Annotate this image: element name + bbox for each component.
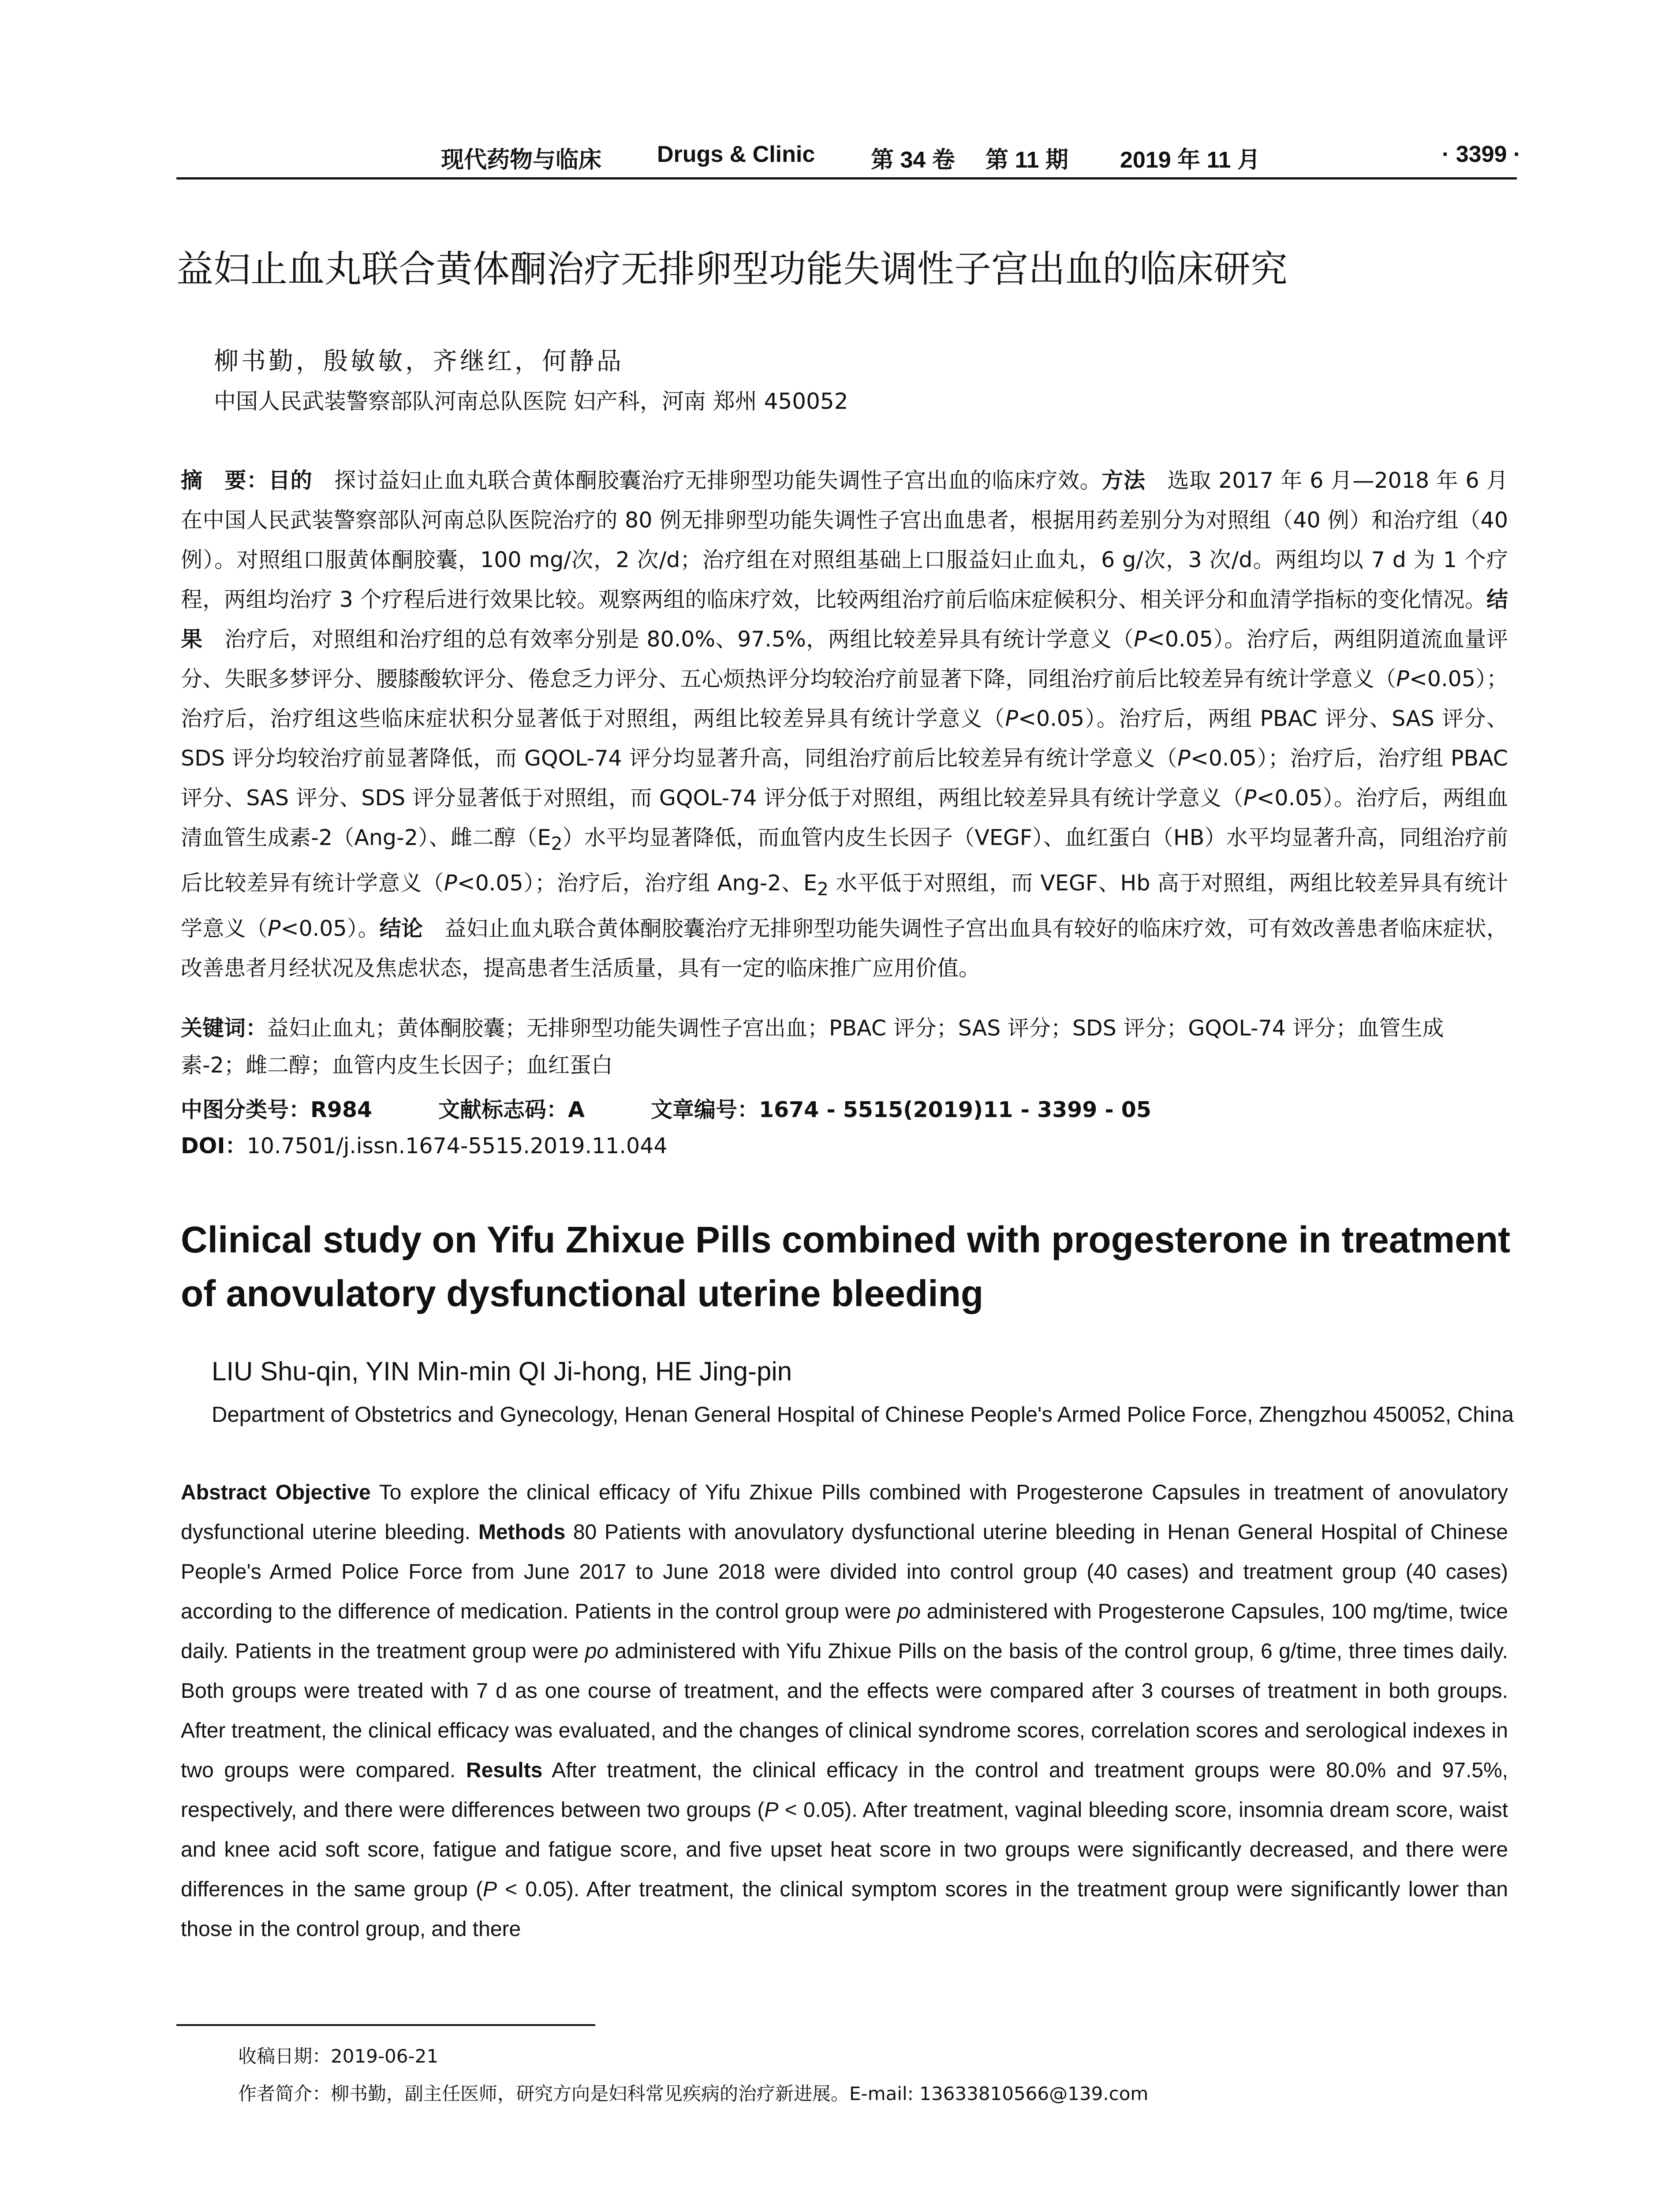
doi-label: DOI：	[181, 1133, 247, 1159]
issue-date: 2019 年 11 月	[1120, 147, 1260, 173]
methods-label: 方法	[1101, 468, 1146, 493]
methods-label: Methods	[478, 1521, 566, 1544]
results-label: 结果	[181, 587, 1508, 652]
doi-value[interactable]: 10.7501/j.issn.1674-5515.2019.11.044	[246, 1133, 668, 1159]
p-value-symbol: P	[482, 1878, 497, 1901]
results-text: <0.05）；治疗后，治疗组这些临床症状积分显著低于对照组，两组比较差异具有统计学意义（	[181, 666, 1508, 731]
journal-name-en: Drugs & Clinic	[657, 142, 815, 167]
p-value-symbol: P	[267, 916, 281, 941]
footnote-rule	[176, 2024, 595, 2026]
doi-line	[181, 1129, 668, 1160]
p-value-symbol: P	[1134, 627, 1147, 652]
results-text: <0.05）。治疗后，两组阴道流血量评分、失眠多梦评分、腰膝酸软评分、倦怠乏力评分、五心烦热评分均较治疗前显著下降，同组治疗前后比较差异有统计学意义（	[181, 627, 1508, 691]
po-italic: po	[585, 1640, 609, 1663]
volume: 第 34 卷	[871, 147, 955, 173]
methods-text: administered with Progesterone Capsules, 100 mg/time, twice daily. Patients in the treatment group were	[181, 1600, 1508, 1663]
conclusion-label: 结论	[379, 916, 423, 941]
english-affiliation: Department of Obstetrics and Gynecology, Henan General Hospital of Chinese People's Armed Police Force, Zhengzhou 450052, China	[212, 1403, 1514, 1427]
chinese-keywords	[181, 1010, 1508, 1084]
results-text: 治疗后，对照组和治疗组的总有效率分别是 80.0%、97.5%，两组比较差异具有统计学意义（	[202, 627, 1134, 652]
chinese-affiliation: 中国人民武装警察部队河南总队医院 妇产科，河南 郑州 450052	[214, 389, 848, 414]
results-text: <0.05）；治疗后，治疗组 Ang-2、E	[457, 870, 818, 896]
document-code: 文献标志码：A	[438, 1097, 585, 1122]
results-label: Results	[466, 1759, 543, 1782]
abstract-label: Abstract	[181, 1481, 267, 1504]
objective-text: 探讨益妇止血丸联合黄体酮胶囊治疗无排卵型功能失调性子宫出血的临床疗效。	[312, 468, 1102, 493]
abstract-label: 摘 要：	[181, 468, 269, 493]
journal-name-cn: 现代药物与临床	[441, 147, 602, 173]
results-text: < 0.05). After treatment, vaginal bleeding score, insomnia dream score, waist and knee acid soft score, fatigue and fatigue score, and five upset heat score in two groups were significantly decreased, and there were differences in the same group (	[181, 1798, 1508, 1901]
subscript: 2	[817, 878, 829, 900]
results-text: <0.05）。治疗后，两组血清血管生成素-2（Ang-2）、雌二醇（E	[181, 785, 1508, 850]
results-text: <0.05）；治疗后，治疗组 PBAC 评分、SAS 评分、SDS 评分显著低于对照组，而 GQOL-74 评分低于对照组，两组比较差异具有统计学意义（	[181, 746, 1508, 811]
objective-label: Objective	[275, 1481, 371, 1504]
received-date: 收稿日期：2019-06-21	[238, 2045, 439, 2067]
english-title: Clinical study on Yifu Zhixue Pills combined with progesterone in treatment of anovulatory dysfunctional uterine bleeding	[181, 1219, 1511, 1314]
keywords-label: 关键词：	[181, 1016, 268, 1041]
author-info: 作者简介：柳书勤，副主任医师，研究方向是妇科常见疾病的治疗新进展。E-mail: 13633810566@139.com	[238, 2083, 1149, 2104]
chinese-title: 益妇止血丸联合黄体酮治疗无排卵型功能失调性子宫出血的临床研究	[176, 247, 1288, 291]
conclusion-text: 益妇止血丸联合黄体酮胶囊治疗无排卵型功能失调性子宫出血具有较好的临床疗效，可有效改善患者临床症状，改善患者月经状况及焦虑状态，提高患者生活质量，具有一定的临床推广应用价值。	[181, 916, 1508, 981]
article-number: 文章编号：1674 - 5515(2019)11 - 3399 - 05	[650, 1097, 1151, 1122]
p-value-symbol: P	[1396, 666, 1409, 691]
english-abstract	[181, 1473, 1508, 1949]
english-authors: LIU Shu-qin, YIN Min-min QI Ji-hong, HE Jing-pin	[212, 1357, 792, 1386]
results-text: <0.05）。治疗后，两组 PBAC 评分、SAS 评分、SDS 评分均较治疗前显著降低，而 GQOL-74 评分均显著升高，同组治疗前后比较差异有统计学意义（	[181, 706, 1508, 771]
p-value-symbol: P	[1005, 706, 1018, 731]
p-value-symbol: P	[764, 1798, 779, 1822]
results-text: After treatment, the clinical efficacy in the control and treatment groups were 80.0% and 97.5%, respectively, and there were differences between two groups (	[181, 1759, 1508, 1822]
keywords-text: 益妇止血丸；黄体酮胶囊；无排卵型功能失调性子宫出血；PBAC 评分；SAS 评分；SDS 评分；GQOL-74 评分；血管生成素-2；雌二醇；血管内皮生长因子；血红蛋白	[181, 1016, 1444, 1078]
p-value-symbol: P	[1243, 785, 1257, 811]
p-value-symbol: P	[444, 870, 457, 896]
results-text: < 0.05). After treatment, the clinical symptom scores in the treatment group were significantly lower than those in the control group, and there	[181, 1878, 1508, 1941]
methods-text: administered with Yifu Zhixue Pills on the basis of the control group, 6 g/time, three times daily. Both groups were treated with 7 d as one course of treatment, and the effects were compared after 3 courses of treatment in both groups. After treatment, the clinical efficacy was evaluated, and the changes of clinical syndrome scores, correlation scores and serological indexes in two groups were compared.	[181, 1640, 1508, 1782]
running-header	[176, 141, 1521, 181]
results-text: ）水平均显著降低，而血管内皮生长因子（VEGF）、血红蛋白（HB）水平均显著升高，同组治疗前后比较差异有统计学意义（	[181, 825, 1508, 896]
header-rule	[176, 177, 1517, 179]
results-text: <0.05）。	[280, 916, 380, 941]
chinese-authors: 柳书勤，殷敏敏，齐继红，何静品	[214, 347, 624, 376]
p-value-symbol: P	[1177, 746, 1191, 771]
classification-line	[181, 1091, 1508, 1129]
chinese-abstract	[181, 461, 1508, 988]
methods-text: 80 Patients with anovulatory dysfunctional uterine bleeding in Henan General Hospital of Chinese People's Armed Police Force from June 2017 to June 2018 were divided into control group (40 cases) and treatment group (40 cases) according to the difference of medication. Patients in the control group were	[181, 1521, 1508, 1623]
results-text: 水平低于对照组，而 VEGF、Hb 高于对照组，两组比较差异具有统计学意义（	[181, 870, 1508, 941]
subscript: 2	[551, 833, 563, 854]
methods-text: 选取 2017 年 6 月—2018 年 6 月在中国人民武装警察部队河南总队医院治疗的 80 例无排卵型功能失调性子宫出血患者，根据用药差别分为对照组（40 例）和治疗组（40 例）。对照组口服黄体酮胶囊，100 mg/次，2 次/d；治疗组在对照组基础上口服益妇止血丸，6 g/次，3 次/d。两组均以 7 d 为 1 个疗程，两组均治疗 3 个疗程后进行效果比较。观察两组的临床疗效，比较两组治疗前后临床症候积分、相关评分和血清学指标的变化情况。	[181, 468, 1508, 612]
objective-text: To explore the clinical efficacy of Yifu Zhixue Pills combined with Progesterone Capsules in treatment of anovulatory dysfunctional uterine bleeding.	[181, 1481, 1508, 1544]
objective-label: 目的	[268, 468, 313, 493]
page-number: · 3399 ·	[1442, 142, 1521, 167]
po-italic: po	[897, 1600, 921, 1623]
issue: 第 11 期	[986, 147, 1068, 173]
clc-code: 中图分类号：R984	[181, 1097, 373, 1122]
